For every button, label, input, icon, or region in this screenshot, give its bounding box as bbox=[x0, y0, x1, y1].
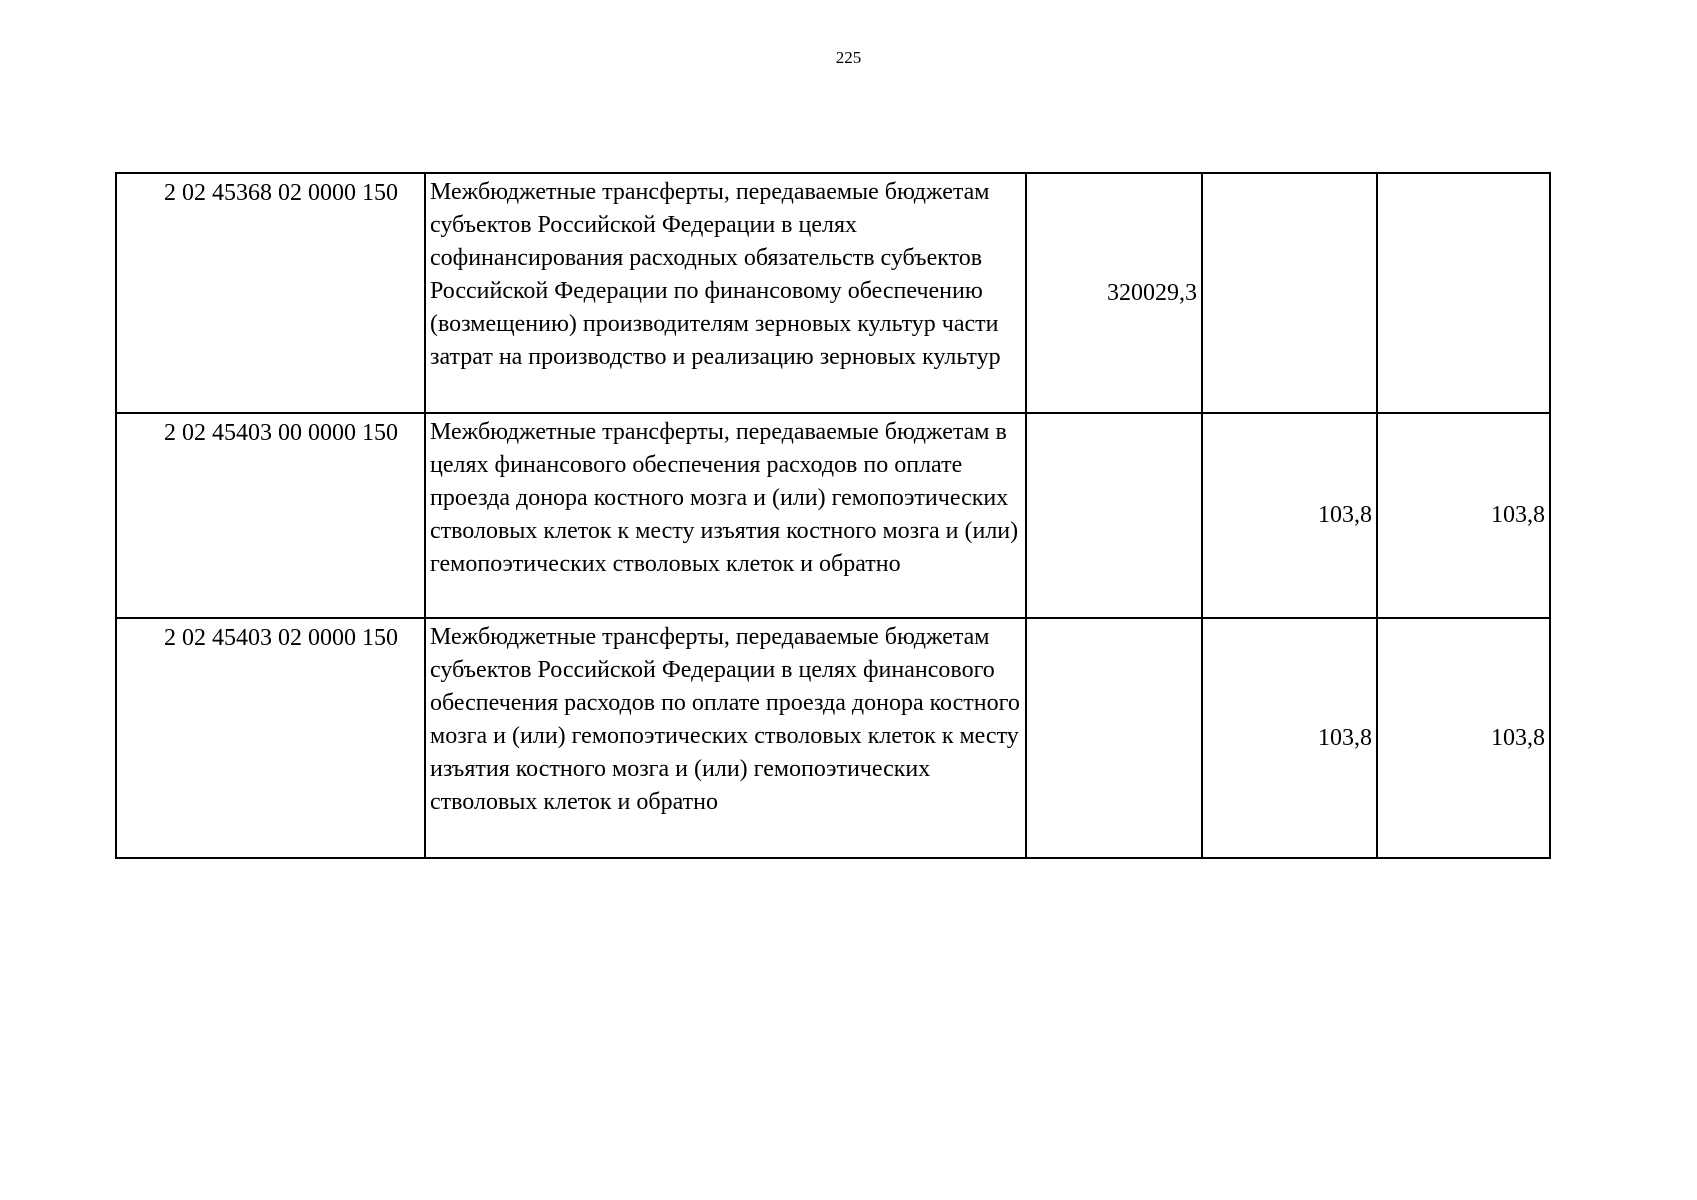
value-cell-3: 103,8 bbox=[1377, 618, 1550, 858]
budget-table bbox=[115, 172, 1551, 859]
value-cell-2: 103,8 bbox=[1202, 413, 1377, 618]
value-cell-1: 320029,3 bbox=[1026, 173, 1202, 413]
value-cell-1 bbox=[1026, 413, 1202, 618]
budget-code-cell: 2 02 45403 02 0000 150 bbox=[116, 618, 425, 858]
table-row bbox=[116, 618, 1550, 858]
description-cell: Межбюджетные трансферты, передаваемые бюджетам в целях финансового обеспечения расходов по оплате проезда донора костного мозга и (или) гемопоэтических стволовых клеток к месту изъятия костного мозга и (или) гемопоэтических стволовых клеток и обратно bbox=[425, 413, 1026, 618]
value-cell-2: 103,8 bbox=[1202, 618, 1377, 858]
value-cell-1 bbox=[1026, 618, 1202, 858]
budget-code-cell: 2 02 45403 00 0000 150 bbox=[116, 413, 425, 618]
value-cell-3 bbox=[1377, 173, 1550, 413]
description-cell: Межбюджетные трансферты, передаваемые бюджетам субъектов Российской Федерации в целях софинансирования расходных обязательств субъектов Российской Федерации по финансовому обеспечению (возмещению) производителям зерновых культур части затрат на производство и реализацию зерновых культур bbox=[425, 173, 1026, 413]
budget-code-cell: 2 02 45368 02 0000 150 bbox=[116, 173, 425, 413]
description-cell: Межбюджетные трансферты, передаваемые бюджетам субъектов Российской Федерации в целях финансового обеспечения расходов по оплате проезда донора костного мозга и (или) гемопоэтических стволовых клеток к месту изъятия костного мозга и (или) гемопоэтических стволовых клеток и обратно bbox=[425, 618, 1026, 858]
value-cell-2 bbox=[1202, 173, 1377, 413]
table-row bbox=[116, 173, 1550, 413]
page-number: 225 bbox=[835, 48, 862, 67]
value-cell-3: 103,8 bbox=[1377, 413, 1550, 618]
table-row bbox=[116, 413, 1550, 618]
